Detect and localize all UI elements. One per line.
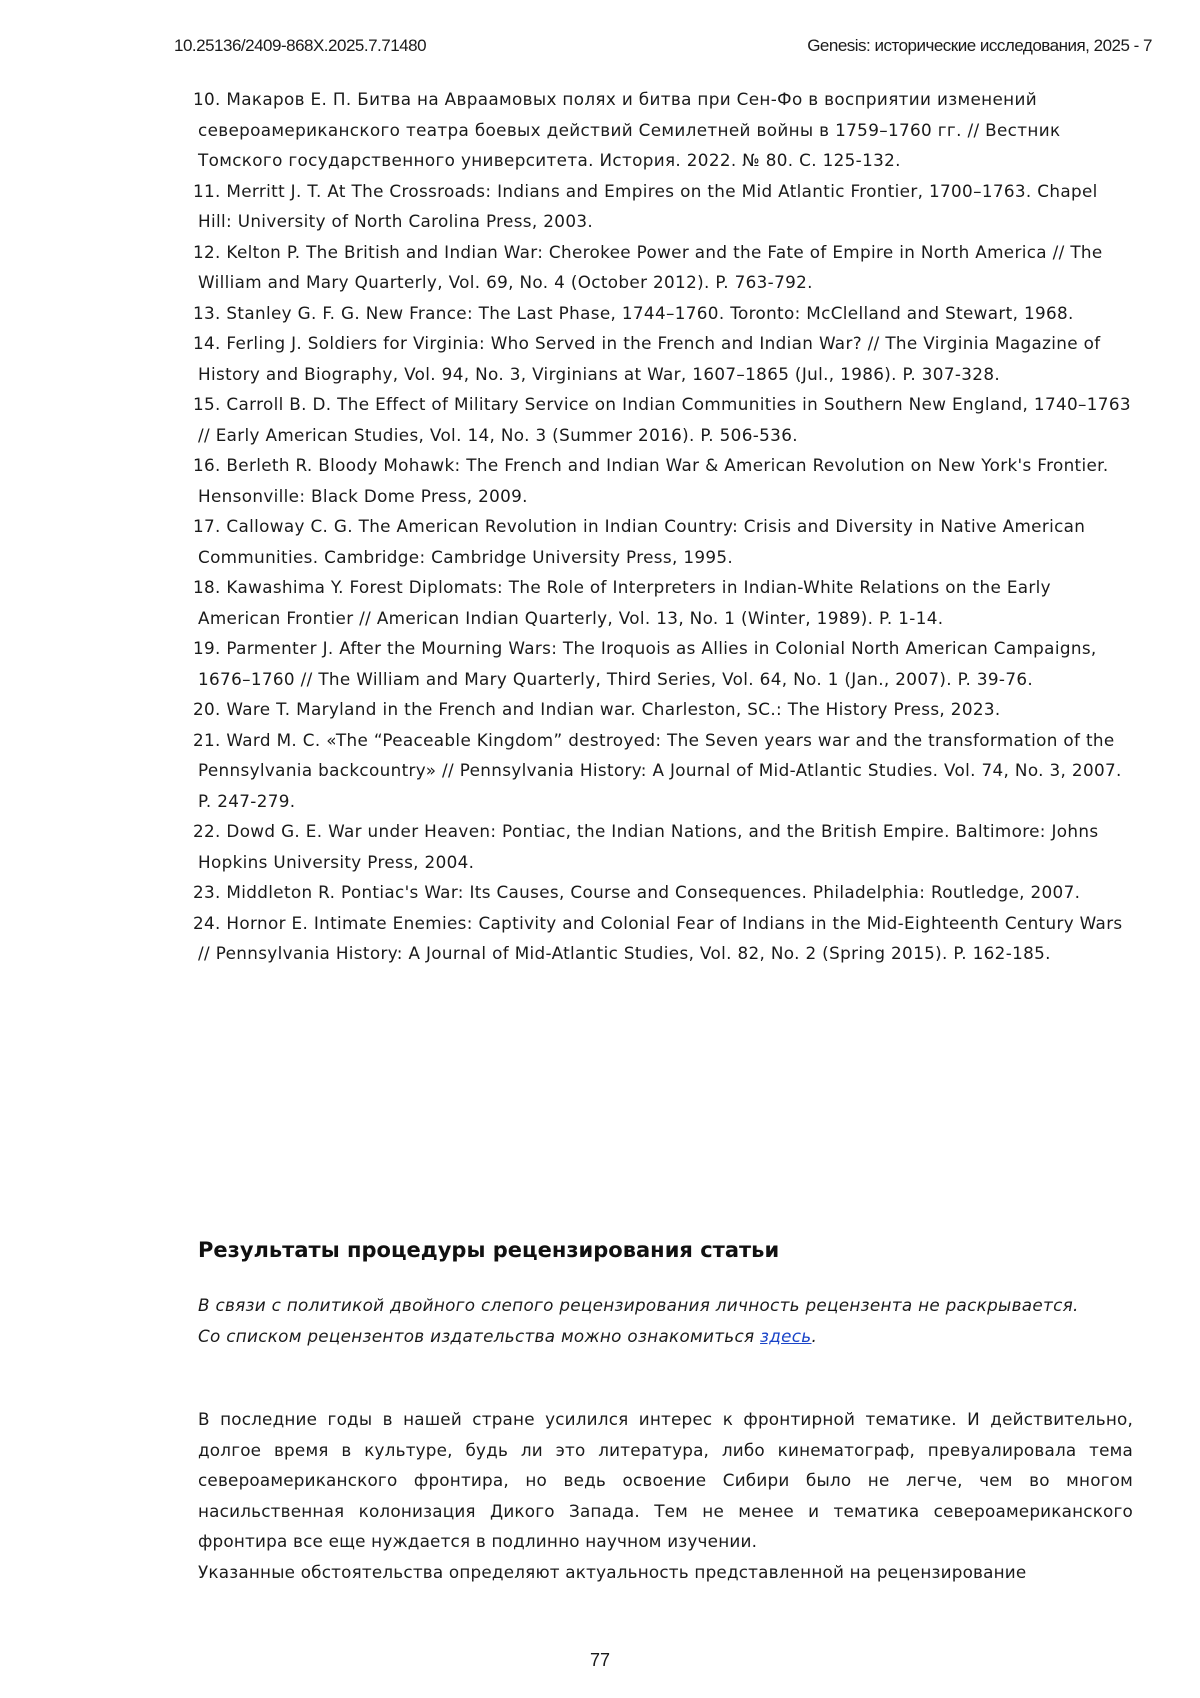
review-policy-note bbox=[198, 1290, 1133, 1351]
reference-item bbox=[193, 237, 1133, 298]
reference-text: 20. Ware T. Maryland in the French and Indian war. Charleston, SC.: The History Press, 2023. bbox=[193, 699, 1001, 719]
reviewers-list-link[interactable]: здесь bbox=[760, 1325, 812, 1346]
reviewers-list-note bbox=[198, 1321, 1133, 1352]
review-body bbox=[198, 1404, 1133, 1587]
reviewers-note-text: Со списком рецензентов издательства можно ознакомиться bbox=[198, 1325, 761, 1346]
reference-text: 14. Ferling J. Soldiers for Virginia: Who Served in the French and Indian War? // The Virginia Magazine of History and Biography, Vol. 94, No. 3, Virginians at War, 1607–1865 (Jul., 1986). P. 307-328. bbox=[193, 333, 1101, 384]
reference-text: 19. Parmenter J. After the Mourning Wars: The Iroquois as Allies in Colonial North American Campaigns, 1676–1760 // The William and Mary Quarterly, Third Series, Vol. 64, No. 1 (Jan., 2007). P. 39-76. bbox=[193, 638, 1097, 689]
reference-item bbox=[193, 572, 1133, 633]
reference-item bbox=[193, 176, 1133, 237]
reference-text: 13. Stanley G. F. G. New France: The Last Phase, 1744–1760. Toronto: McClelland and Stewart, 1968. bbox=[193, 302, 1074, 323]
reference-item bbox=[193, 877, 1133, 908]
reference-item bbox=[193, 84, 1133, 176]
reference-text: 18. Kawashima Y. Forest Diplomats: The Role of Interpreters in Indian-White Relations on the Early American Frontier // American Indian Quarterly, Vol. 13, No. 1 (Winter, 1989). P. 1-14. bbox=[193, 577, 1051, 628]
reference-item bbox=[193, 633, 1133, 694]
reference-item bbox=[193, 511, 1133, 572]
reference-text: 10. Макаров Е. П. Битва на Авраамовых полях и битва при Сен-Фо в восприятии изменений североамериканского театра боевых действий Семилетней войны в 1759–1760 гг. // Вестник Томского государственного университета. История. 2022. № 80. С. 125-132. bbox=[193, 89, 1061, 170]
reference-text: 17. Calloway C. G. The American Revolution in Indian Country: Crisis and Diversity in Native American Communities. Cambridge: Cambridge University Press, 1995. bbox=[193, 516, 1086, 567]
reference-text: 23. Middleton R. Pontiac's War: Its Causes, Course and Consequences. Philadelphia: Routledge, 2007. bbox=[193, 882, 1081, 902]
page-header bbox=[174, 36, 1152, 62]
reference-text: 11. Merritt J. T. At The Crossroads: Indians and Empires on the Mid Atlantic Frontier, 1700–1763. Chapel Hill: University of North Carolina Press, 2003. bbox=[193, 180, 1098, 231]
reference-text: 21. Ward M. C. «The “Peaceable Kingdom” destroyed: The Seven years war and the transformation of the Pennsylvania backcountry» // Pennsylvania History: A Journal of Mid-Atlantic Studies. Vol. 74, No. 3, 2007. P. 247-279. bbox=[193, 729, 1122, 811]
reference-text: 15. Carroll B. D. The Effect of Military Service on Indian Communities in Southern New England, 1740–1763 // Early American Studies, Vol. 14, No. 3 (Summer 2016). P. 506-536. bbox=[193, 394, 1131, 445]
reference-text: 12. Kelton P. The British and Indian War: Cherokee Power and the Fate of Empire in North America // The William and Mary Quarterly, Vol. 69, No. 4 (October 2012). P. 763-792. bbox=[193, 241, 1103, 292]
reference-item bbox=[193, 908, 1133, 969]
blind-review-note: В связи с политикой двойного слепого рецензирования личность рецензента не раскрывается. bbox=[198, 1295, 1079, 1315]
reviewers-note-suffix: . bbox=[811, 1325, 818, 1346]
reference-text: 24. Hornor E. Intimate Enemies: Captivity and Colonial Fear of Indians in the Mid-Eighteenth Century Wars // Pennsylvania History: A Journal of Mid-Atlantic Studies, Vol. 82, No. 2 (Spring 2015). P. 162-185. bbox=[193, 912, 1123, 963]
reference-text: 22. Dowd G. E. War under Heaven: Pontiac, the Indian Nations, and the British Empire. Baltimore: Johns Hopkins University Press, 2004. bbox=[193, 821, 1099, 872]
review-paragraph: Указанные обстоятельства определяют актуальность представленной на рецензирование bbox=[198, 1561, 1027, 1582]
reference-item bbox=[193, 328, 1133, 389]
reference-list bbox=[193, 84, 1133, 969]
journal-title: Genesis: исторические исследования, 2025 - 7 bbox=[807, 36, 1152, 55]
reference-text: 16. Berleth R. Bloody Mohawk: The French and Indian War & American Revolution on New York's Frontier. Hensonville: Black Dome Press, 2009. bbox=[193, 455, 1109, 506]
reference-item bbox=[193, 725, 1133, 817]
reference-item bbox=[193, 450, 1133, 511]
review-section-title: Результаты процедуры рецензирования статьи bbox=[198, 1238, 780, 1262]
reference-item bbox=[193, 389, 1133, 450]
review-paragraph: В последние годы в нашей стране усилился интерес к фронтирной тематике. И действительно, долгое время в культуре, будь ли это литература, либо кинематограф, превуалировала тема североамериканского фронтира, но ведь освоение Сибири было не легче, чем во многом насильственная колонизация Дикого Запада. Тем не менее и тематика североамериканского фронтира все еще нуждается в подлинно научном изучении. bbox=[198, 1409, 1133, 1551]
reference-item bbox=[193, 298, 1133, 329]
doi-text: 10.25136/2409-868X.2025.7.71480 bbox=[174, 36, 427, 55]
reference-item bbox=[193, 816, 1133, 877]
reference-item bbox=[193, 694, 1133, 725]
page-number: 77 bbox=[589, 1650, 611, 1670]
